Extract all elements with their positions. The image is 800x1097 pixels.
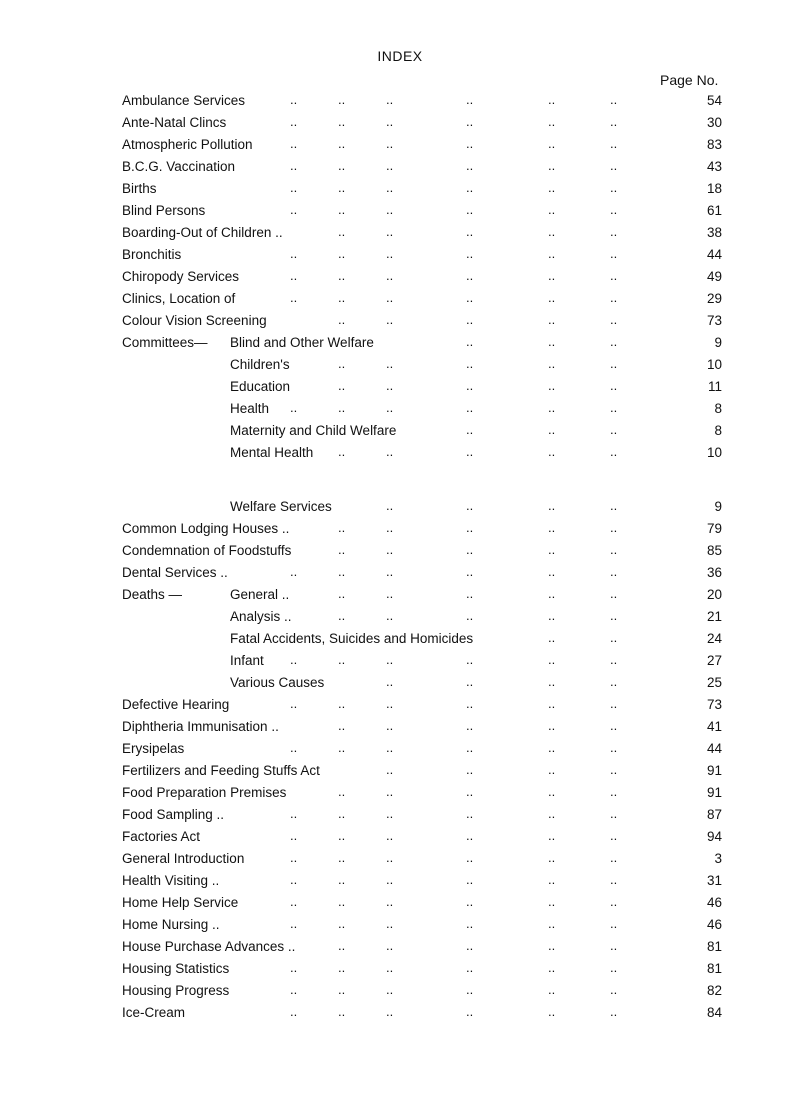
index-entry-page: 91	[706, 785, 722, 800]
index-entry-page: 10	[706, 357, 722, 372]
index-entry-label: Mental Health	[230, 445, 314, 460]
dot-leader: .. .. .. .. .. ..	[290, 696, 618, 711]
index-entry-page: 73	[706, 697, 722, 712]
dot-leader: .. .. ..	[466, 422, 618, 437]
index-entry	[0, 445, 800, 467]
index-entry	[0, 423, 800, 445]
index-entry	[0, 565, 800, 587]
dot-leader: .. .. .. .. ..	[338, 520, 618, 535]
index-entry-label: General ..	[230, 587, 290, 602]
dot-leader: .. .. .. .. .. ..	[290, 246, 618, 261]
index-entry	[0, 181, 800, 203]
index-entry-label: Colour Vision Screening	[122, 313, 267, 328]
index-entry	[0, 851, 800, 873]
dot-leader: .. .. .. .. .. ..	[290, 202, 618, 217]
dot-leader: .. .. .. .. ..	[338, 938, 618, 953]
index-entry-page: 3	[714, 851, 722, 866]
index-entry-page: 29	[706, 291, 722, 306]
index-entry-label: Erysipelas	[122, 741, 185, 756]
index-entry-label: Home Nursing ..	[122, 917, 220, 932]
index-entry	[0, 653, 800, 675]
index-entry	[0, 401, 800, 423]
dot-leader: .. .. .. ..	[386, 762, 618, 777]
index-entry-label: Fatal Accidents, Suicides and Homicides	[230, 631, 474, 646]
dot-leader: .. .. .. .. ..	[338, 224, 618, 239]
index-entry-page: 46	[706, 895, 722, 910]
index-entry	[0, 719, 800, 741]
index-entry-page: 38	[706, 225, 722, 240]
dot-leader: .. .. .. .. .. ..	[290, 268, 618, 283]
index-entry-label: House Purchase Advances ..	[122, 939, 296, 954]
index-entry	[0, 137, 800, 159]
index-entry-page: 25	[706, 675, 722, 690]
index-entry-page: 84	[706, 1005, 722, 1020]
dot-leader: .. .. .. .. ..	[338, 378, 618, 393]
index-entry-page: 36	[706, 565, 722, 580]
dot-leader: .. .. .. .. ..	[338, 312, 618, 327]
dot-leader: .. .. .. .. .. ..	[290, 180, 618, 195]
index-entry	[0, 961, 800, 983]
index-entry	[0, 335, 800, 357]
dot-leader: .. .. .. .. .. ..	[290, 136, 618, 151]
index-entry-page: 94	[706, 829, 722, 844]
index-entry	[0, 203, 800, 225]
index-entry-label: Blind Persons	[122, 203, 206, 218]
dot-leader: .. .. .. .. .. ..	[290, 872, 618, 887]
index-entry-label: Home Help Service	[122, 895, 239, 910]
index-entry	[0, 291, 800, 313]
dot-leader: .. .. .. .. .. ..	[290, 960, 618, 975]
dot-leader: .. .. .. .. ..	[338, 542, 618, 557]
index-entry-page: 49	[706, 269, 722, 284]
index-entry-label: Ante-Natal Clincs	[122, 115, 227, 130]
index-entry-label: Fertilizers and Feeding Stuffs Act	[122, 763, 320, 778]
dot-leader: .. .. .. .. ..	[338, 608, 618, 623]
index-entry-label: Maternity and Child Welfare	[230, 423, 397, 438]
index-entry-page: 20	[706, 587, 722, 602]
index-entry-label: Common Lodging Houses ..	[122, 521, 290, 536]
dot-leader: .. .. .. .. .. ..	[290, 1004, 618, 1019]
index-entry-label: Food Preparation Premises	[122, 785, 287, 800]
index-entry-page: 44	[706, 247, 722, 262]
index-entry-label: Welfare Services	[230, 499, 332, 514]
index-entry-page: 27	[706, 653, 722, 668]
index-entry	[0, 741, 800, 763]
dot-leader: .. .. .. .. .. ..	[290, 290, 618, 305]
index-entry-page: 11	[707, 379, 722, 394]
dot-leader: .. .. .. .. ..	[338, 718, 618, 733]
index-entry	[0, 697, 800, 719]
dot-leader: .. .. ..	[466, 334, 618, 349]
index-entry-page: 81	[706, 939, 722, 954]
index-entry	[0, 631, 800, 653]
dot-leader: .. .. .. .. .. ..	[290, 400, 618, 415]
index-entry	[0, 543, 800, 565]
index-entry	[0, 499, 800, 521]
index-entry-page: 85	[706, 543, 722, 558]
index-entry-label: Infant	[230, 653, 264, 668]
index-entry-label: Chiropody Services	[122, 269, 240, 284]
dot-leader: .. .. .. .. .. ..	[290, 828, 618, 843]
page-title: INDEX	[377, 48, 423, 64]
dot-leader: .. ..	[548, 630, 618, 645]
dot-leader: .. .. .. .. ..	[338, 444, 618, 459]
index-entry	[0, 609, 800, 631]
dot-leader: .. .. .. .. .. ..	[290, 916, 618, 931]
dot-leader: .. .. .. .. .. ..	[290, 806, 618, 821]
dot-leader: .. .. .. .. .. ..	[290, 982, 618, 997]
dot-leader: .. .. .. .. .. ..	[290, 92, 618, 107]
index-entry-page: 8	[714, 401, 722, 416]
index-entry-page: 41	[706, 719, 722, 734]
index-entry-page: 30	[706, 115, 722, 130]
index-entry-page: 24	[706, 631, 722, 646]
index-entry-label: Ambulance Services	[122, 93, 246, 108]
index-entry	[0, 1005, 800, 1027]
index-entry-page: 8	[714, 423, 722, 438]
index-entry	[0, 675, 800, 697]
index-entry-page: 87	[706, 807, 722, 822]
dot-leader: .. .. .. .. .. ..	[290, 740, 618, 755]
index-entry	[0, 807, 800, 829]
index-entry	[0, 225, 800, 247]
index-entry	[0, 939, 800, 961]
index-entry-page: 79	[706, 521, 722, 536]
index-entry-label: Children's	[230, 357, 290, 372]
index-entry-label: Housing Progress	[122, 983, 230, 998]
dot-leader: .. .. .. ..	[386, 674, 618, 689]
index-entry	[0, 521, 800, 543]
index-entry	[0, 313, 800, 335]
index-entry-label: General Introduction	[122, 851, 245, 866]
index-entry-page: 54	[706, 93, 722, 108]
index-entry-page: 9	[714, 499, 722, 514]
index-entry-label: Health	[230, 401, 270, 416]
index-entry-page: 44	[706, 741, 722, 756]
index-entry	[0, 873, 800, 895]
index-entry	[0, 983, 800, 1005]
dot-leader: .. .. .. ..	[386, 498, 618, 513]
index-entry	[0, 587, 800, 609]
index-entry-page: 43	[706, 159, 722, 174]
index-entry-label: B.C.G. Vaccination	[122, 159, 236, 174]
index-group-label: Committees—	[122, 335, 208, 350]
index-entry	[0, 763, 800, 785]
index-entry-label: Housing Statistics	[122, 961, 230, 976]
index-entry-label: Blind and Other Welfare	[230, 335, 374, 350]
index-entry-page: 82	[706, 983, 722, 998]
index-entry	[0, 269, 800, 291]
index-entry-page: 10	[706, 445, 722, 460]
index-entry-page: 81	[706, 961, 722, 976]
index-entry	[0, 357, 800, 379]
index-entry-label: Analysis ..	[230, 609, 292, 624]
dot-leader: .. .. .. .. .. ..	[290, 114, 618, 129]
dot-leader: .. .. .. .. ..	[338, 586, 618, 601]
dot-leader: .. .. .. .. ..	[338, 356, 618, 371]
index-entry-label: Factories Act	[122, 829, 201, 844]
index-entry-page: 31	[706, 873, 722, 888]
dot-leader: .. .. .. .. .. ..	[290, 850, 618, 865]
index-entry	[0, 895, 800, 917]
index-entry	[0, 829, 800, 851]
index-entry-label: Births	[122, 181, 157, 196]
index-entry-label: Food Sampling ..	[122, 807, 225, 822]
dot-leader: .. .. .. .. ..	[338, 784, 618, 799]
index-entry	[0, 917, 800, 939]
dot-leader: .. .. .. .. .. ..	[290, 564, 618, 579]
index-entry-label: Education	[230, 379, 291, 394]
dot-leader: .. .. .. .. .. ..	[290, 894, 618, 909]
index-entry-label: Health Visiting ..	[122, 873, 220, 888]
index-entry	[0, 785, 800, 807]
dot-leader: .. .. .. .. .. ..	[290, 158, 618, 173]
index-entry-label: Dental Services ..	[122, 565, 228, 580]
index-entry-label: Bronchitis	[122, 247, 182, 262]
index-entry-label: Diphtheria Immunisation ..	[122, 719, 279, 734]
index-entry-page: 46	[706, 917, 722, 932]
index-entry-page: 73	[706, 313, 722, 328]
index-entry	[0, 247, 800, 269]
index-entry-page: 21	[706, 609, 722, 624]
index-entry-label: Atmospheric Pollution	[122, 137, 253, 152]
index-entry-page: 9	[714, 335, 722, 350]
index-entry-label: Condemnation of Foodstuffs	[122, 543, 292, 558]
index-entry-label: Defective Hearing	[122, 697, 230, 712]
index-entry-label: Clinics, Location of	[122, 291, 236, 306]
index-entry-page: 83	[706, 137, 722, 152]
index-entry-page: 18	[706, 181, 722, 196]
index-entry-label: Various Causes	[230, 675, 325, 690]
index-entry	[0, 379, 800, 401]
index-group-label: Deaths —	[122, 587, 183, 602]
index-entry-page: 91	[706, 763, 722, 778]
page-number-header: Page No.	[660, 72, 719, 88]
index-entry	[0, 93, 800, 115]
index-entry-label: Ice-Cream	[122, 1005, 186, 1020]
index-entry	[0, 159, 800, 181]
index-entry-page: 61	[706, 203, 722, 218]
dot-leader: .. .. .. .. .. ..	[290, 652, 618, 667]
index-entry	[0, 115, 800, 137]
index-entry-label: Boarding-Out of Children ..	[122, 225, 283, 240]
